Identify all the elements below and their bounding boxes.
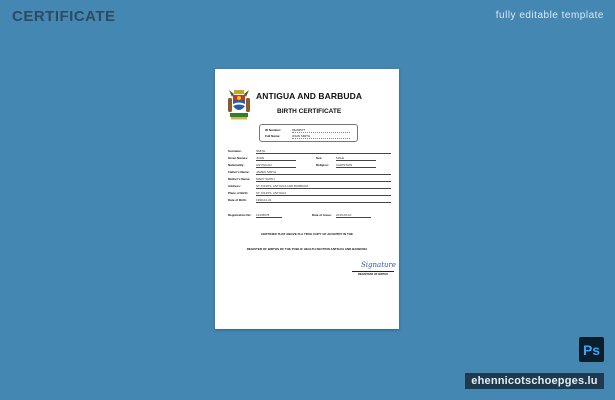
field-label: Nationality: <box>228 163 245 167</box>
field-value: 12345678 <box>256 213 282 218</box>
watermark: ehennicotschoepges.lu <box>465 373 604 389</box>
signature: Signature <box>361 261 397 269</box>
promo-title: CERTIFICATE <box>12 8 116 25</box>
id-number-label: ID Number: <box>265 128 282 132</box>
field-value: MALE <box>336 156 376 161</box>
document-type: BIRTH CERTIFICATE <box>277 108 342 115</box>
full-name-value: JOHN SMITH <box>292 134 350 139</box>
full-name-label: Full Name: <box>265 134 281 138</box>
certificate-paper <box>215 69 399 329</box>
field-value: SMITH <box>256 149 391 154</box>
photoshop-icon: Ps <box>579 337 604 362</box>
signature-caption: REGISTRAR OF BIRTHS <box>358 273 388 276</box>
id-number-row <box>265 128 350 133</box>
field-value: ST JOHN'S, ANTIGUA AND BARBUDA <box>256 184 391 189</box>
field-label: Place of Birth: <box>228 191 249 195</box>
field-label: Surname: <box>228 149 242 153</box>
certified-line-1: CERTIFIED THAT ABOVE IS A TRUE COPY OF AN ENTRY IN THE <box>260 232 354 236</box>
field-label: Registration No: <box>228 213 252 217</box>
field-value: ANTIGUAN <box>256 163 296 168</box>
full-name-row <box>265 134 350 139</box>
coat-of-arms-icon <box>226 87 252 121</box>
id-box <box>259 124 358 142</box>
field-label: Address: <box>228 184 242 188</box>
field-label: Date of Birth: <box>228 198 247 202</box>
signature-line <box>352 271 394 272</box>
field-label: Religion: <box>316 163 329 167</box>
field-value: 2015-05-10 <box>336 213 371 218</box>
id-number-value: 33294577 <box>292 128 350 133</box>
certified-line-2: REGISTER OF BIRTHS OF THE PUBLIC HEALTH SECTION ANTIGUA AND BARBUDA <box>246 247 368 251</box>
field-label: Date of Issue: <box>312 213 332 217</box>
country-title: ANTIGUA AND BARBUDA <box>256 91 363 101</box>
field-label: Mother's Name: <box>228 177 251 181</box>
field-value: 1990-01-01 <box>256 198 391 203</box>
field-value: CHRISTIAN <box>336 163 376 168</box>
field-value: ST JOHN'S, ANTIGUA <box>256 191 391 196</box>
field-label: Given Names: <box>228 156 249 160</box>
promo-subtitle: fully editable template <box>495 10 604 21</box>
field-value: JOHN <box>256 156 296 161</box>
field-value: MARY SMITH <box>256 177 391 182</box>
field-label: Father's Name: <box>228 170 250 174</box>
field-value: JAMES SMITH <box>256 170 391 175</box>
field-label: Sex: <box>316 156 323 160</box>
